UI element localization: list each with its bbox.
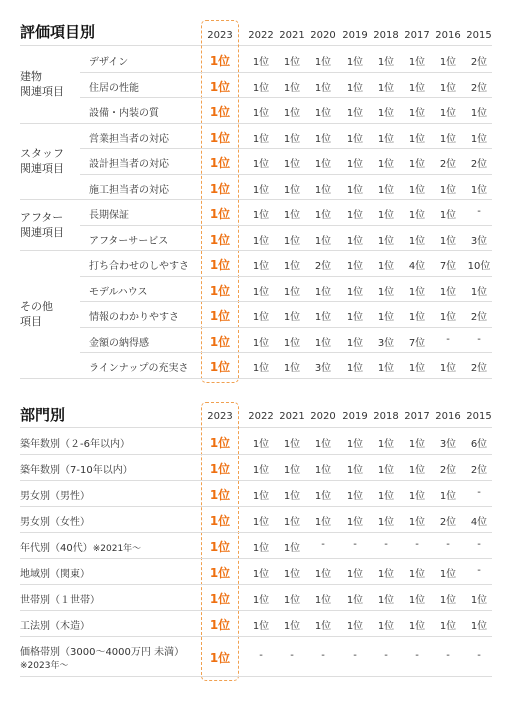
rank-cell: 1位	[346, 569, 364, 580]
rank-2023: 1位	[209, 436, 231, 450]
row-divider	[80, 225, 492, 226]
category-label-text: 世帯別（１世帯）	[20, 595, 100, 606]
year-header: 2016	[435, 411, 461, 422]
rank-cell: 1位	[377, 439, 395, 450]
rank-cell: 1位	[377, 82, 395, 94]
row-divider	[20, 610, 492, 611]
row-divider	[20, 123, 492, 124]
rank-cell: 1位	[408, 491, 426, 502]
year-header: 2022	[248, 411, 274, 422]
sub-item-label: 打ち合わせのしやすさ	[89, 261, 189, 272]
rank-2023: 1位	[209, 566, 231, 580]
row-divider	[20, 636, 492, 637]
rank-2023: 1位	[209, 283, 231, 298]
rank-cell: 7位	[408, 337, 426, 349]
rank-cell: 1位	[439, 108, 457, 119]
rank-cell: -	[353, 650, 357, 661]
rank-cell: 4位	[470, 517, 488, 528]
rank-2023: 1位	[209, 488, 231, 502]
year-header: 2020	[310, 30, 336, 41]
sub-item-label: モデルハウス	[89, 286, 148, 298]
rank-cell: 1位	[283, 337, 301, 349]
section-title: 評価項目別	[20, 23, 96, 41]
rank-cell: 1位	[314, 159, 332, 170]
rank-cell: 1位	[346, 363, 364, 374]
rank-2023: 1位	[209, 592, 231, 606]
rank-cell: 7位	[439, 261, 457, 272]
rank-cell: 1位	[377, 235, 395, 247]
rank-cell: 1位	[408, 312, 426, 323]
rank-cell: 1位	[377, 133, 395, 145]
rank-cell: 2位	[470, 465, 488, 476]
rank-2023: 1位	[209, 651, 231, 665]
year-header: 2015	[466, 30, 492, 41]
sub-item-label: デザイン	[89, 57, 129, 68]
rank-cell: 2位	[314, 261, 332, 272]
rank-cell: 1位	[377, 595, 395, 606]
rank-cell: 1位	[346, 595, 364, 606]
group-label-line: 関連項目	[20, 85, 64, 99]
rank-cell: 1位	[252, 57, 270, 68]
rank-cell: -	[384, 650, 388, 661]
rank-cell: 1位	[283, 57, 301, 68]
row-divider	[20, 480, 492, 481]
category-label	[20, 539, 141, 554]
rank-cell: 1位	[377, 621, 395, 632]
rank-cell: 1位	[252, 491, 270, 502]
rank-2023: 1位	[209, 462, 231, 476]
rank-cell: 1位	[283, 621, 301, 632]
rank-cell: 1位	[470, 595, 488, 606]
rank-cell: 1位	[439, 235, 457, 247]
sub-item-label: 情報のわかりやすさ	[89, 312, 179, 323]
rank-cell: -	[353, 539, 357, 550]
rank-cell: -	[415, 539, 419, 550]
year-header: 2015	[466, 411, 492, 422]
rank-cell: 1位	[283, 595, 301, 606]
rank-cell: 1位	[283, 517, 301, 528]
rank-cell: 1位	[439, 210, 457, 221]
group-label	[20, 146, 64, 176]
rank-cell: 1位	[252, 82, 270, 94]
rank-cell: 1位	[377, 465, 395, 476]
rank-2023: 1位	[209, 540, 231, 554]
year-header: 2021	[279, 30, 305, 41]
rank-cell: 1位	[252, 133, 270, 145]
rank-cell: -	[446, 539, 450, 550]
row-divider	[20, 454, 492, 455]
rank-cell: 1位	[377, 569, 395, 580]
rank-cell: 1位	[252, 184, 270, 196]
category-label	[20, 461, 133, 476]
rank-cell: 1位	[283, 82, 301, 94]
rank-cell: -	[477, 333, 481, 345]
rank-cell: 1位	[377, 286, 395, 298]
rank-cell: 1位	[346, 621, 364, 632]
rank-cell: 1位	[470, 621, 488, 632]
group-label-line: 項目	[20, 314, 42, 328]
category-note: ※2023年〜	[20, 661, 69, 671]
rank-cell: 1位	[408, 595, 426, 606]
year-header: 2020	[310, 411, 336, 422]
sub-item-label: 施工担当者の対応	[89, 184, 169, 196]
rank-cell: 1位	[314, 184, 332, 196]
category-label	[20, 513, 90, 528]
rank-cell: 1位	[252, 517, 270, 528]
group-label	[20, 299, 53, 329]
category-label-text: 年代別（40代）	[20, 543, 93, 554]
row-divider	[20, 199, 492, 200]
rank-cell: 2位	[470, 159, 488, 170]
year-header: 2016	[435, 30, 461, 41]
category-label-text: 地域別（関東）	[20, 569, 90, 580]
category-label-text: 築年数別（7-10年以内）	[20, 465, 133, 476]
rank-cell: 2位	[470, 57, 488, 68]
section-title: 部門別	[20, 406, 66, 424]
category-label-text: 工法別（木造）	[20, 621, 90, 632]
rank-cell: 1位	[283, 261, 301, 272]
year-header: 2017	[404, 30, 430, 41]
rank-2023: 1位	[209, 258, 231, 272]
rank-cell: 1位	[408, 210, 426, 221]
sub-item-label: 営業担当者の対応	[89, 133, 169, 145]
rank-cell: 1位	[346, 337, 364, 349]
rank-cell: 1位	[252, 363, 270, 374]
rank-cell: 1位	[283, 235, 301, 247]
year-header: 2018	[373, 30, 399, 41]
sub-item-label: アフターサービス	[89, 235, 169, 247]
rank-cell: 1位	[252, 108, 270, 119]
rank-cell: 1位	[283, 286, 301, 298]
rank-cell: 1位	[377, 312, 395, 323]
rank-cell: -	[259, 650, 263, 661]
rank-cell: 1位	[377, 184, 395, 196]
rank-cell: 1位	[377, 491, 395, 502]
sub-item-label: 設備・内装の質	[89, 108, 159, 119]
rank-cell: 1位	[408, 133, 426, 145]
rank-2023: 1位	[209, 232, 231, 247]
group-label-line: 関連項目	[20, 161, 64, 175]
rank-cell: 1位	[439, 312, 457, 323]
year-header: 2023	[207, 30, 233, 41]
rank-cell: 1位	[439, 82, 457, 94]
row-divider	[80, 301, 492, 302]
rank-cell: 1位	[408, 159, 426, 170]
rank-2023: 1位	[209, 79, 231, 94]
rank-cell: -	[290, 650, 294, 661]
group-label	[20, 69, 64, 99]
rank-2023: 1位	[209, 181, 231, 196]
rank-2023: 1位	[209, 207, 231, 221]
rank-cell: 1位	[439, 286, 457, 298]
rank-cell: 1位	[283, 543, 301, 554]
row-divider	[80, 174, 492, 175]
row-divider	[20, 378, 492, 379]
rank-cell: 1位	[377, 261, 395, 272]
rank-cell: 6位	[470, 439, 488, 450]
rank-2023: 1位	[209, 309, 231, 323]
group-label-line: その他	[20, 299, 53, 313]
rank-cell: 1位	[283, 491, 301, 502]
rank-cell: 1位	[283, 363, 301, 374]
category-label-text: 男女別（女性）	[20, 517, 90, 528]
rank-cell: 1位	[252, 261, 270, 272]
category-label	[20, 565, 90, 580]
rank-cell: 1位	[252, 312, 270, 323]
row-divider	[20, 506, 492, 507]
year-header: 2022	[248, 30, 274, 41]
rank-cell: 1位	[346, 491, 364, 502]
row-divider	[80, 148, 492, 149]
rank-cell: 1位	[439, 184, 457, 196]
group-label	[20, 210, 64, 240]
year-header: 2018	[373, 411, 399, 422]
rank-cell: -	[321, 650, 325, 661]
rank-cell: 1位	[283, 210, 301, 221]
rank-cell: -	[446, 650, 450, 661]
rank-cell: 2位	[439, 159, 457, 170]
rank-cell: 1位	[439, 491, 457, 502]
rank-cell: 1位	[283, 184, 301, 196]
group-label-line: 関連項目	[20, 225, 64, 239]
rank-cell: 1位	[314, 517, 332, 528]
rank-cell: 1位	[377, 517, 395, 528]
sub-item-label: 住居の性能	[89, 82, 139, 94]
rank-cell: 1位	[314, 621, 332, 632]
category-label-text: 男女別（男性）	[20, 491, 90, 502]
rank-cell: 1位	[252, 543, 270, 554]
rank-cell: 1位	[439, 595, 457, 606]
rank-cell: 1位	[377, 108, 395, 119]
row-divider	[80, 97, 492, 98]
rank-cell: 1位	[408, 235, 426, 247]
rank-cell: 1位	[283, 569, 301, 580]
rank-cell: -	[384, 539, 388, 550]
sub-item-label: 設計担当者の対応	[89, 159, 169, 170]
category-label	[20, 617, 90, 632]
group-label-line: アフター	[20, 210, 64, 224]
category-label	[20, 643, 184, 671]
rank-cell: 1位	[314, 57, 332, 68]
row-divider	[20, 45, 492, 46]
rank-cell: 1位	[377, 159, 395, 170]
rank-cell: 2位	[470, 82, 488, 94]
sub-item-label: ラインナップの充実さ	[89, 363, 189, 374]
rank-cell: -	[321, 539, 325, 550]
rank-cell: 1位	[408, 363, 426, 374]
rank-cell: 1位	[252, 286, 270, 298]
rank-cell: 1位	[346, 312, 364, 323]
rank-cell: 1位	[314, 108, 332, 119]
row-divider	[80, 276, 492, 277]
rank-cell: 1位	[283, 133, 301, 145]
year-header: 2017	[404, 411, 430, 422]
rank-cell: -	[477, 487, 481, 498]
rank-cell: 1位	[314, 235, 332, 247]
row-divider	[80, 72, 492, 73]
rank-cell: 1位	[314, 465, 332, 476]
rank-cell: 1位	[408, 517, 426, 528]
rank-cell: 10位	[467, 261, 491, 272]
rank-cell: 1位	[252, 159, 270, 170]
rank-cell: 1位	[314, 569, 332, 580]
rank-2023: 1位	[209, 130, 231, 145]
rank-cell: 1位	[408, 286, 426, 298]
rank-cell: 2位	[439, 465, 457, 476]
category-label	[20, 435, 130, 450]
rank-cell: -	[477, 650, 481, 661]
rank-cell: -	[477, 565, 481, 576]
rank-cell: 1位	[283, 312, 301, 323]
rank-cell: 1位	[252, 439, 270, 450]
rank-cell: 3位	[439, 439, 457, 450]
rank-cell: 1位	[346, 210, 364, 221]
rank-cell: 2位	[439, 517, 457, 528]
rank-cell: 1位	[346, 159, 364, 170]
rank-2023: 1位	[209, 54, 231, 68]
rank-2023: 1位	[209, 156, 231, 170]
rank-cell: 1位	[439, 569, 457, 580]
rank-cell: 1位	[470, 184, 488, 196]
row-divider	[20, 250, 492, 251]
rank-cell: 1位	[408, 57, 426, 68]
rank-cell: 1位	[314, 133, 332, 145]
rank-cell: 1位	[314, 82, 332, 94]
rank-cell: 1位	[408, 465, 426, 476]
rank-cell: 2位	[470, 312, 488, 323]
rank-cell: 2位	[470, 363, 488, 374]
rank-cell: 1位	[252, 337, 270, 349]
rank-2023: 1位	[209, 618, 231, 632]
rank-cell: 1位	[314, 337, 332, 349]
row-divider	[20, 676, 492, 677]
rank-cell: 1位	[408, 569, 426, 580]
rank-cell: 1位	[314, 491, 332, 502]
rank-cell: 3位	[470, 235, 488, 247]
category-label	[20, 487, 90, 502]
rank-cell: 1位	[346, 108, 364, 119]
rank-2023: 1位	[209, 105, 231, 119]
rank-cell: 1位	[252, 595, 270, 606]
rank-cell: 1位	[408, 108, 426, 119]
rank-cell: 1位	[314, 312, 332, 323]
rank-cell: 1位	[252, 569, 270, 580]
rank-cell: 1位	[346, 235, 364, 247]
sub-item-label: 長期保証	[89, 210, 129, 221]
rank-cell: -	[477, 206, 481, 217]
row-divider	[20, 427, 492, 428]
category-label-text: 価格帯別（3000〜4000万円 未満）	[20, 647, 185, 658]
row-divider	[80, 327, 492, 328]
rank-cell: 1位	[377, 210, 395, 221]
rank-cell: 1位	[346, 57, 364, 68]
rank-cell: 3位	[314, 363, 332, 374]
year-header: 2021	[279, 411, 305, 422]
group-label-line: 建物	[20, 70, 42, 84]
rank-2023: 1位	[209, 334, 231, 349]
rank-2023: 1位	[209, 360, 231, 374]
rank-cell: 1位	[470, 286, 488, 298]
category-label	[20, 591, 100, 606]
rank-cell: 1位	[439, 621, 457, 632]
rank-2023: 1位	[209, 514, 231, 528]
sub-item-label: 金額の納得感	[89, 337, 149, 349]
year-header: 2019	[342, 411, 368, 422]
rank-cell: -	[477, 539, 481, 550]
year-header: 2023	[207, 411, 233, 422]
rank-cell: 1位	[346, 261, 364, 272]
row-divider	[20, 532, 492, 533]
row-divider	[80, 352, 492, 353]
rank-cell: 1位	[470, 108, 488, 119]
rank-cell: 1位	[346, 82, 364, 94]
rank-cell: 1位	[252, 235, 270, 247]
rank-cell: 1位	[346, 439, 364, 450]
category-label-text: 築年数別（２-6年以内）	[20, 439, 130, 450]
rank-cell: 1位	[252, 210, 270, 221]
rank-cell: 1位	[283, 159, 301, 170]
rank-cell: -	[415, 650, 419, 661]
rank-cell: 1位	[346, 184, 364, 196]
year-header: 2019	[342, 30, 368, 41]
row-divider	[20, 558, 492, 559]
rank-cell: 1位	[408, 82, 426, 94]
rank-cell: 1位	[346, 286, 364, 298]
rank-cell: 1位	[252, 465, 270, 476]
rank-cell: 1位	[283, 439, 301, 450]
highlight-2023-box	[201, 20, 239, 383]
rank-cell: 1位	[377, 363, 395, 374]
rank-cell: 1位	[346, 465, 364, 476]
group-label-line: スタッフ	[20, 146, 64, 160]
rank-cell: -	[446, 333, 450, 345]
rank-cell: 1位	[439, 133, 457, 145]
rank-cell: 1位	[439, 57, 457, 68]
row-divider	[20, 584, 492, 585]
rank-cell: 1位	[314, 286, 332, 298]
rank-cell: 4位	[408, 261, 426, 272]
rank-cell: 1位	[314, 595, 332, 606]
rank-cell: 3位	[377, 337, 395, 349]
rank-cell: 1位	[283, 465, 301, 476]
rank-cell: 1位	[314, 439, 332, 450]
rank-cell: 1位	[439, 363, 457, 374]
rank-cell: 1位	[408, 184, 426, 196]
rank-cell: 1位	[408, 439, 426, 450]
rank-cell: 1位	[470, 133, 488, 145]
rank-cell: 1位	[314, 210, 332, 221]
category-note: ※2021年〜	[92, 544, 142, 554]
rank-cell: 1位	[346, 133, 364, 145]
rank-cell: 1位	[408, 621, 426, 632]
rank-cell: 1位	[283, 108, 301, 119]
rank-cell: 1位	[377, 57, 395, 68]
rank-cell: 1位	[252, 621, 270, 632]
rank-cell: 1位	[346, 517, 364, 528]
